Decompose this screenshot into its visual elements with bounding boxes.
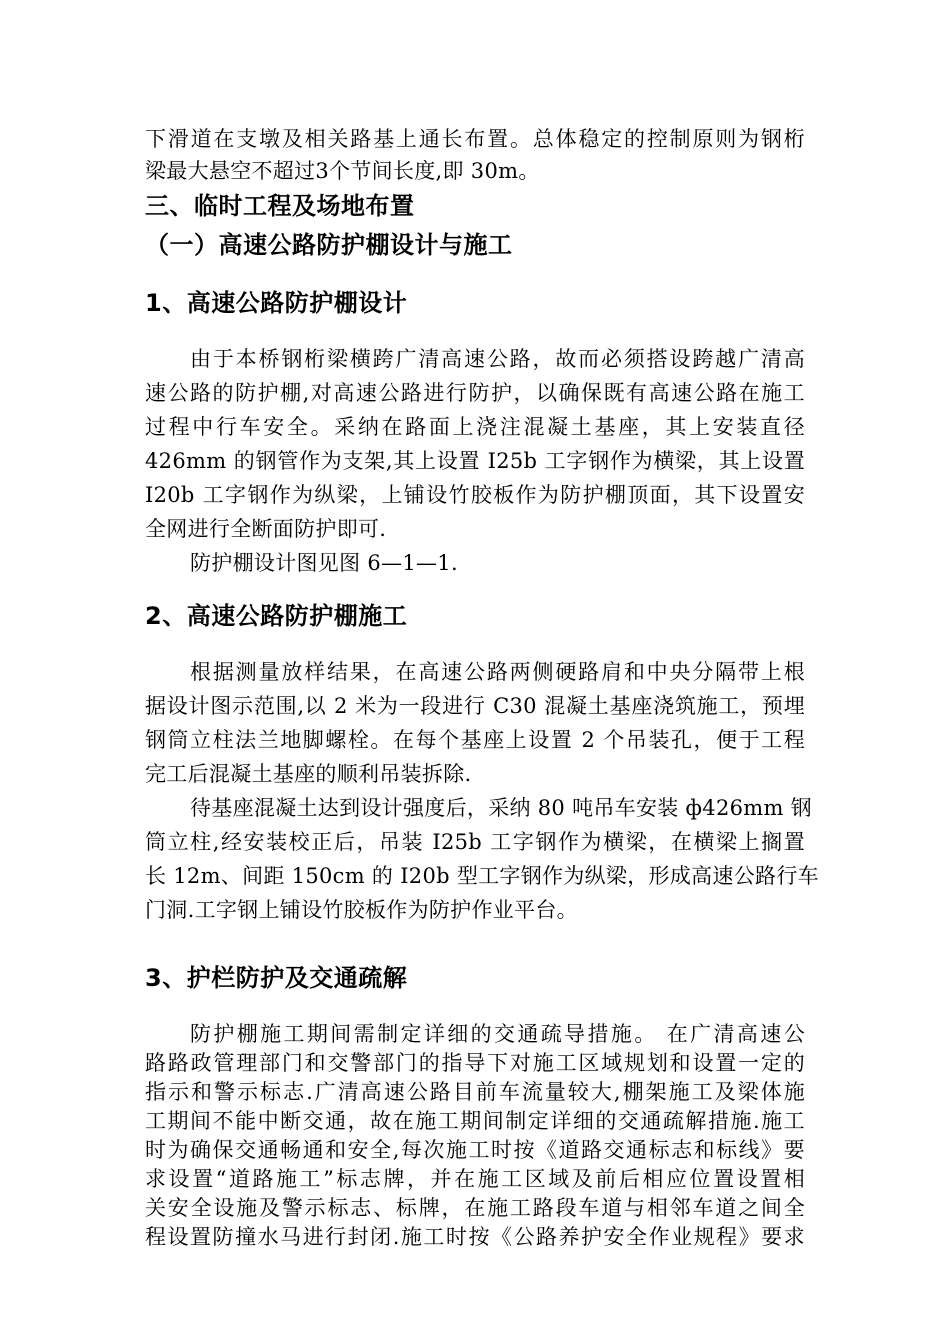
- construct2-line-3: 长 12m、间距 150cm 的 I20b 型工字钢作为纵梁，形成高速公路行车: [145, 864, 819, 888]
- traffic-line-1: 防护棚施工期间需制定详细的交通疏导措施。 在广清高速公: [190, 1022, 805, 1046]
- traffic-line-8: 程设置防撞水马进行封闭.施工时按《公路养护安全作业规程》要求: [145, 1225, 805, 1249]
- construct2-line-4: 门洞.工字钢上铺设竹胶板作为防护作业平台。: [145, 898, 578, 922]
- design-line-5: I20b 工字钢作为纵梁，上铺设竹胶板作为防护棚顶面，其下设置安: [145, 483, 805, 507]
- subsection-heading-1: （一）高速公路防护棚设计与施工: [145, 231, 513, 259]
- design-line-4: 426mm 的钢管作为支架,其上设置 I25b 工字钢作为横梁，其上设置: [145, 449, 805, 473]
- traffic-line-4: 工期间不能中断交通，故在施工期间制定详细的交通疏解措施.施工: [145, 1109, 805, 1133]
- construct2-line-2: 筒立柱,经安装校正后，吊装 I25b 工字钢作为横梁，在横梁上搁置: [145, 830, 805, 854]
- traffic-line-6: 求设置“道路施工”标志牌，并在施工区域及前后相应位置设置相: [145, 1167, 805, 1191]
- design-line-1: 由于本桥钢桁梁横跨广清高速公路，故而必须搭设跨越广清高: [190, 347, 805, 371]
- design-line-6: 全网进行全断面防护即可.: [145, 517, 387, 541]
- construct1-line-2: 据设计图示范围,以 2 米为一段进行 C30 混凝土基座浇筑施工，预埋: [145, 694, 805, 718]
- intro-line-2: 梁最大悬空不超过3个节间长度,即 30m。: [145, 159, 540, 183]
- design-line-2: 速公路的防护棚,对高速公路进行防护，以确保既有高速公路在施工: [145, 381, 805, 405]
- traffic-line-5: 时为确保交通畅通和安全,每次施工时按《道路交通标志和标线》要: [145, 1138, 805, 1162]
- construct1-line-4: 完工后混凝土基座的顺利吊装拆除.: [145, 762, 472, 786]
- design-line-3: 过程中行车安全。采纳在路面上浇注混凝土基座，其上安装直径: [145, 415, 805, 439]
- traffic-line-3: 指示和警示标志.广清高速公路目前车流量较大,棚架施工及梁体施: [145, 1080, 805, 1104]
- intro-line-1: 下滑道在支墩及相关路基上通长布置。总体稳定的控制原则为钢桁: [145, 127, 805, 151]
- traffic-line-7: 关安全设施及警示标志、标牌，在施工路段车道与相邻车道之间全: [145, 1196, 805, 1220]
- section-heading-3: 三、临时工程及场地布置: [145, 192, 415, 220]
- construct1-line-1: 根据测量放样结果，在高速公路两侧硬路肩和中央分隔带上根: [190, 660, 805, 684]
- heading-guardrail-traffic: 3、护栏防护及交通疏解: [145, 964, 408, 992]
- traffic-line-2: 路路政管理部门和交警部门的指导下对施工区域规划和设置一定的: [145, 1051, 805, 1075]
- heading-protective-shed-construction: 2、高速公路防护棚施工: [145, 602, 408, 630]
- construct2-line-1: 待基座混凝土达到设计强度后，采纳 80 吨吊车安装 ф426mm 钢: [190, 796, 812, 820]
- design-figure-reference: 防护棚设计图见图 6—1—1.: [190, 551, 458, 575]
- heading-protective-shed-design: 1、高速公路防护棚设计: [145, 289, 408, 317]
- construct1-line-3: 钢筒立柱法兰地脚螺栓。在每个基座上设置 2 个吊装孔，便于工程: [145, 728, 805, 752]
